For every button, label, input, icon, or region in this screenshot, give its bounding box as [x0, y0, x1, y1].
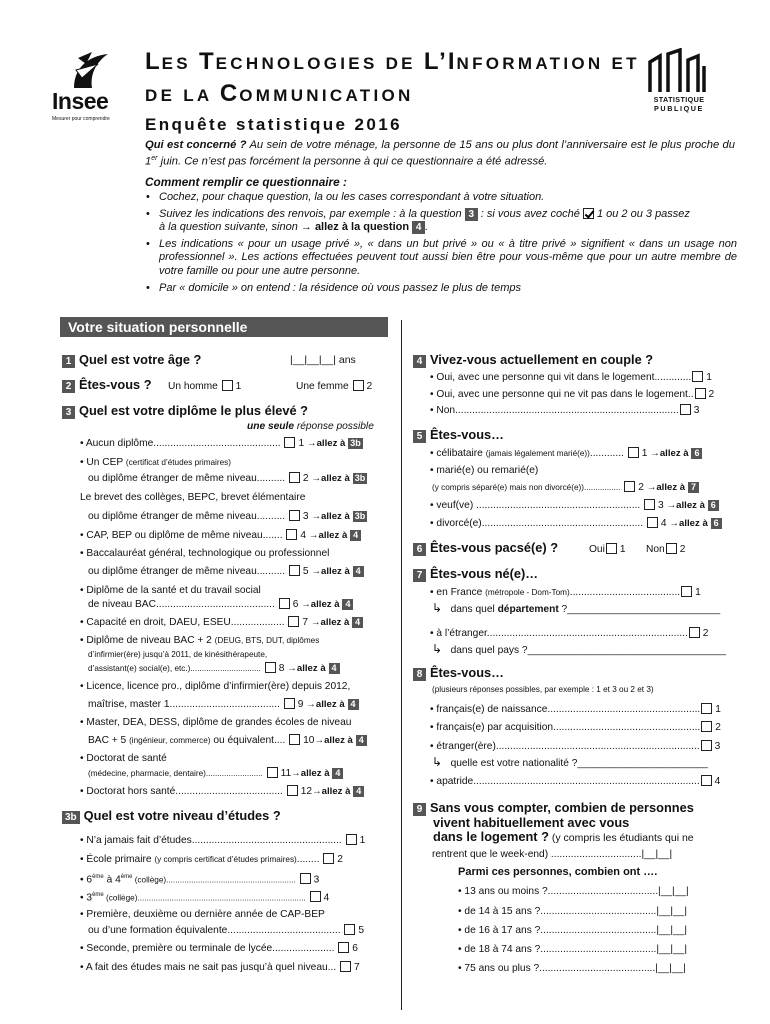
- q9-total-field[interactable]: rentrent que le week-end) ................................|__|__|: [432, 849, 673, 860]
- q8-option-3[interactable]: • étranger(ère)........................................................................ 3: [430, 741, 721, 752]
- q3-option-8-detail: d’infirmier(ère) jusqu’à 2011, de kinésithérapeute,: [88, 650, 268, 659]
- q9-age-field[interactable]: • de 18 à 74 ans ?.........................................|__|__|: [458, 944, 687, 955]
- q3-option-7[interactable]: • Capacité en droit, DAEU, ESEU................... 7 →allez à 4: [80, 616, 363, 629]
- checkbox[interactable]: [666, 543, 677, 554]
- q8-nationalite-field[interactable]: ↳ quelle est votre nationalité ?_______________________: [432, 755, 708, 769]
- q3-option-5-label: • Baccalauréat général, technologique ou professionnel: [80, 548, 330, 559]
- instructions-list: [145, 191, 737, 298]
- checkbox[interactable]: [681, 586, 692, 597]
- q3-option-1[interactable]: • Aucun diplôme............................................. 1 →allez à 3b: [80, 438, 361, 449]
- q5-option-1[interactable]: • célibataire (jamais légalement marié(e))............ 1 →allez à 6: [430, 447, 702, 460]
- q3b-option-3[interactable]: • 6ème à 4ème (collège)......................................................... 3: [80, 874, 320, 886]
- q4-option-2[interactable]: • Oui, avec une personne qui ne vit pas dans le logement.. 2: [430, 389, 715, 400]
- checkbox[interactable]: [606, 543, 617, 554]
- q7-pays-field[interactable]: ↳ dans quel pays ?___________________________________: [432, 642, 726, 656]
- question-9: 9 Sans vous compter, combien de personnes vivent habituellement avec vous dans le logement ? (y compris les étudiants qui ne: [413, 801, 694, 845]
- checkbox[interactable]: [289, 472, 300, 483]
- q3-hint: une seule réponse possible: [247, 421, 374, 432]
- q4-option-1[interactable]: • Oui, avec une personne qui vit dans le logement............. 1: [430, 372, 712, 383]
- checkbox[interactable]: [323, 853, 334, 864]
- question-5: 5 Êtes-vous…: [413, 427, 504, 443]
- q4-option-3[interactable]: • Non............................................................................... 3: [430, 405, 700, 416]
- q3-option-3-label: Le brevet des collèges, BEPC, brevet élémentaire: [80, 492, 306, 503]
- q3-option-6[interactable]: de niveau BAC.......................................... 6 →allez à 4: [88, 598, 353, 611]
- checkbox[interactable]: [340, 961, 351, 972]
- question-2: 2 Êtes-vous ?: [62, 377, 152, 393]
- q9-age-field[interactable]: • de 14 à 15 ans ?.........................................|__|__|: [458, 906, 687, 917]
- checkbox[interactable]: [689, 627, 700, 638]
- instruction-item: • Par « domicile » on entend : la résidence où vous passez le plus de temps: [145, 282, 737, 296]
- q5-option-3[interactable]: • veuf(ve) .......................................................... 3 →allez à 6: [430, 499, 719, 512]
- q3-option-4[interactable]: • CAP, BEP ou diplôme de même niveau....... 4 →allez à 4: [80, 529, 361, 542]
- checkbox[interactable]: [695, 388, 706, 399]
- q3-option-8[interactable]: d’assistant(e) social(e), etc.)............................... 8 →allez à 4: [88, 662, 340, 675]
- checkbox[interactable]: [701, 703, 712, 714]
- q8-option-2[interactable]: • français(e) par acquisition.................................................... 2: [430, 722, 721, 733]
- q3-option-12[interactable]: • Doctorat hors santé...................................... 12→allez à 4: [80, 785, 364, 798]
- q3-option-2-label: • Un CEP (certificat d’études primaires): [80, 457, 231, 468]
- q6-option-oui[interactable]: Oui 1: [589, 544, 626, 555]
- page-title-line1: LES TECHNOLOGIES DE L’INFORMATION ET: [145, 48, 640, 75]
- instructions-title: Comment remplir ce questionnaire :: [145, 175, 347, 189]
- age-field[interactable]: |__|__|__| ans: [290, 354, 356, 366]
- q7-option-2[interactable]: • à l’étranger....................................................................... 2: [430, 628, 709, 639]
- q3b-option-6[interactable]: • Seconde, première ou terminale de lycée...................... 6: [80, 943, 358, 954]
- insee-logo: [52, 50, 126, 132]
- page-subtitle: Enquête statistique 2016: [145, 115, 402, 134]
- checkbox[interactable]: [624, 481, 635, 492]
- question-7: 7 Êtes-vous né(e)…: [413, 566, 538, 582]
- page-title-line2: DE LA COMMUNICATION: [145, 80, 414, 107]
- checkbox[interactable]: [265, 662, 276, 673]
- q3-option-9[interactable]: maîtrise, master 1....................................... 9 →allez à 4: [88, 698, 359, 711]
- return-arrow-icon: ↳: [432, 601, 443, 615]
- question-1: 1 Quel est votre âge ?: [62, 352, 201, 368]
- checkbox[interactable]: [284, 437, 295, 448]
- checkbox[interactable]: [279, 598, 290, 609]
- checkbox[interactable]: [701, 721, 712, 732]
- q3b-option-1[interactable]: • N’a jamais fait d’études..................................................... 1: [80, 835, 366, 846]
- q5-option-2[interactable]: (y compris séparé(e) mais non divorcé(e))................ 2 →allez à 7: [432, 481, 699, 494]
- checked-box-icon: [583, 208, 594, 219]
- q9-age-field[interactable]: • de 16 à 17 ans ?.........................................|__|__|: [458, 925, 687, 936]
- checkbox[interactable]: [222, 380, 233, 391]
- q8-option-1[interactable]: • français(e) de naissance...................................................... 1: [430, 704, 721, 715]
- checkbox[interactable]: [644, 499, 655, 510]
- checkbox[interactable]: [338, 942, 349, 953]
- insee-emblem-icon: [52, 50, 126, 90]
- q3-option-10[interactable]: BAC + 5 (ingénieur, commerce) ou équivalent.... 10→allez à 4: [88, 734, 367, 747]
- q7-option-1[interactable]: • en France (métropole - Dom-Tom)....................................... 1: [430, 587, 701, 598]
- buildings-icon: [646, 48, 712, 94]
- checkbox[interactable]: [346, 834, 357, 845]
- checkbox[interactable]: [288, 616, 299, 627]
- checkbox[interactable]: [289, 565, 300, 576]
- q3b-option-5-label: • Première, deuxième ou dernière année de CAP-BEP: [80, 909, 325, 920]
- q8-hint: (plusieurs réponses possibles, par exemple : 1 et 3 ou 2 et 3): [432, 685, 654, 694]
- instruction-item: • Cochez, pour chaque question, la ou les cases correspondant à votre situation.: [145, 191, 737, 205]
- q2-option-homme[interactable]: Un homme 1: [168, 381, 242, 392]
- instruction-item: • Les indications « pour un usage privé », « dans un but privé » ou « à titre privé » signifient « dans un usage non professionnel ». Les actions effectuées peuvent tout aussi bien être pour vous-même que pour un autre membre de votre famille ou pour une autre personne.: [145, 238, 737, 279]
- q3b-option-2[interactable]: • École primaire (y compris certificat d’études primaires)........ 2: [80, 854, 343, 865]
- q8-option-4[interactable]: • apatride................................................................................ 4: [430, 776, 721, 787]
- insee-wordmark: Insee: [52, 88, 109, 114]
- checkbox[interactable]: [310, 891, 321, 902]
- intro-paragraph: Qui est concerné ? Au sein de votre ménage, la personne de 15 ans ou plus dont l’anniversaire est le plus proche du 1er juin. Ce n’est pas forcément la personne à qui ce questionnaire a été adressé.: [145, 139, 735, 168]
- checkbox[interactable]: [701, 740, 712, 751]
- checkbox[interactable]: [287, 785, 298, 796]
- checkbox[interactable]: [300, 873, 311, 884]
- q7-departement-field[interactable]: ↳ dans quel département ?___________________________: [432, 601, 721, 615]
- question-6: 6 Êtes-vous pacsé(e) ?: [413, 540, 558, 556]
- checkbox[interactable]: [628, 447, 639, 458]
- question-3b: 3b Quel est votre niveau d’études ?: [62, 808, 281, 824]
- checkbox[interactable]: [680, 404, 691, 415]
- checkbox[interactable]: [701, 775, 712, 786]
- statistique-publique-logo: STATISTIQUE PUBLIQUE: [646, 48, 712, 120]
- q3b-option-4[interactable]: • 3ème (collège).......................................................................... 4: [80, 892, 330, 904]
- section-title: Votre situation personnelle: [60, 317, 388, 337]
- checkbox[interactable]: [344, 924, 355, 935]
- checkbox[interactable]: [692, 371, 703, 382]
- question-3: 3 Quel est votre diplôme le plus élevé ?: [62, 403, 308, 419]
- checkbox[interactable]: [284, 698, 295, 709]
- checkbox[interactable]: [289, 510, 300, 521]
- q5-option-2-label: • marié(e) ou remarié(e): [430, 465, 539, 476]
- q3-option-6-label: • Diplôme de la santé et du travail social: [80, 585, 261, 596]
- q3-option-8-label: • Diplôme de niveau BAC + 2 (DEUG, BTS, DUT, diplômes: [80, 635, 320, 646]
- q6-option-non[interactable]: Non 2: [646, 544, 686, 555]
- q3-option-5[interactable]: ou diplôme étranger de même niveau.......... 5 →allez à 4: [88, 565, 364, 578]
- column-divider: [401, 320, 402, 1010]
- q2-option-femme[interactable]: Une femme 2: [296, 381, 373, 392]
- return-arrow-icon: ↳: [432, 642, 443, 656]
- q3-option-3[interactable]: ou diplôme étranger de même niveau.......... 3 →allez à 3b: [88, 511, 366, 522]
- q3-option-2[interactable]: ou diplôme étranger de même niveau.......... 2 →allez à 3b: [88, 473, 366, 484]
- question-4: 4 Vivez-vous actuellement en couple ?: [413, 352, 653, 368]
- q9-subtitle: Parmi ces personnes, combien ont ….: [458, 866, 658, 878]
- checkbox[interactable]: [353, 380, 364, 391]
- insee-tagline: Mesurer pour comprendre: [52, 116, 110, 122]
- checkbox[interactable]: [267, 767, 278, 778]
- checkbox[interactable]: [286, 529, 297, 540]
- q3-option-10-label: • Master, DEA, DESS, diplôme de grandes écoles de niveau: [80, 717, 352, 728]
- q5-option-4[interactable]: • divorcé(e)......................................................... 4 →allez à 6: [430, 517, 722, 530]
- q3b-option-7[interactable]: • A fait des études mais ne sait pas jusqu’à quel niveau... 7: [80, 962, 360, 973]
- checkbox[interactable]: [289, 734, 300, 745]
- q3-option-11-label: • Doctorat de santé: [80, 753, 167, 764]
- instruction-item: • Suivez les indications des renvois, par exemple : à la question 3 : si vous avez coché 1 ou 2 ou 3 passez à la question suivante, sinon → allez à la question 4 .: [145, 208, 737, 235]
- q9-age-field[interactable]: • 75 ans ou plus ?.........................................|__|__|: [458, 963, 686, 974]
- q9-age-field[interactable]: • 13 ans ou moins ?.......................................|__|__|: [458, 886, 689, 897]
- q3b-option-5[interactable]: ou d’une formation équivalente........................................ 5: [88, 925, 365, 936]
- return-arrow-icon: ↳: [432, 755, 443, 769]
- checkbox[interactable]: [647, 517, 658, 528]
- question-8: 8 Êtes-vous…: [413, 665, 504, 681]
- q3-option-9-label: • Licence, licence pro., diplôme d’infirmier(ère) depuis 2012,: [80, 681, 351, 692]
- q3-option-11[interactable]: (médecine, pharmacie, dentaire)......................... 11→allez à 4: [88, 767, 343, 780]
